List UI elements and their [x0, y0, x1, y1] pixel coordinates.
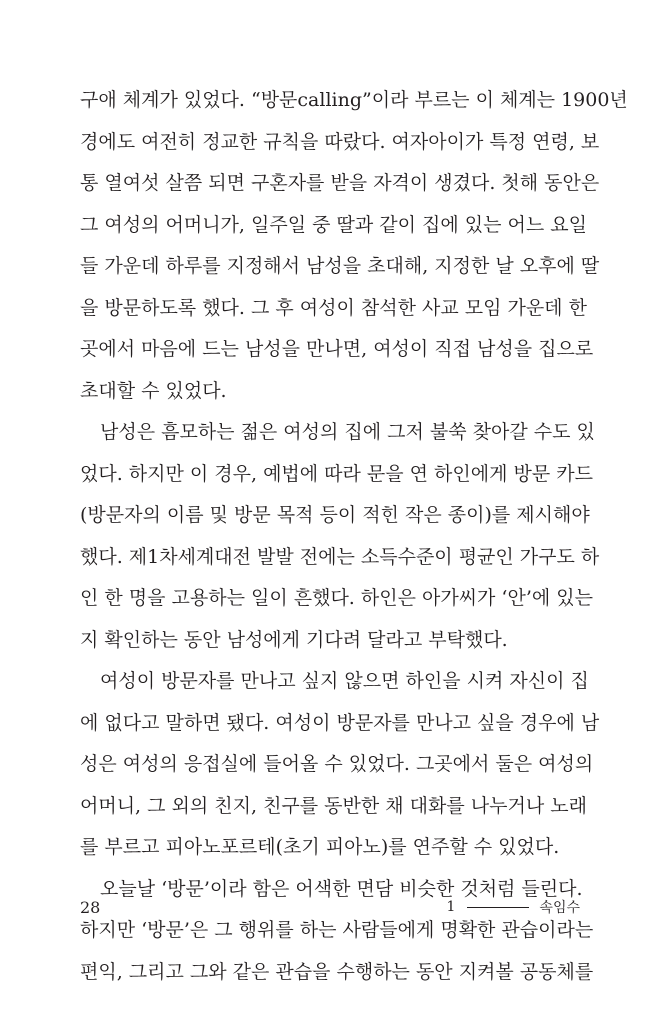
- text-line: (방문자의 이름 및 방문 목적 등이 적힌 작은 종이)를 제시해야: [80, 504, 590, 526]
- chapter-title: 속임수: [539, 900, 580, 916]
- body-text: [80, 80, 628, 993]
- text-line: 를 부르고 피아노포르테(초기 피아노)를 연주할 수 있었다.: [80, 836, 560, 858]
- page-number: 28: [80, 897, 101, 917]
- text-line: 었다. 하지만 이 경우, 예법에 따라 문을 연 하인에게 방문 카드: [80, 462, 593, 485]
- paragraph: [80, 661, 600, 869]
- text-line: 남성은 흠모하는 젊은 여성의 집에 그저 불쑥 찾아갈 수도 있: [100, 421, 595, 443]
- text-line: 인 한 명을 고용하는 일이 흔했다. 하인은 아가씨가 ‘안’에 있는: [80, 587, 593, 609]
- page-footer: [80, 895, 580, 919]
- text-line: 구애 체계가 있었다. “방문calling”이라 부르는 이 체계는 1900년: [80, 89, 628, 111]
- text-line: 그 여성의 어머니가, 일주일 중 딸과 같이 집에 있는 어느 요일: [80, 213, 587, 236]
- text-line: 에 없다고 말하면 됐다. 여성이 방문자를 만나고 싶을 경우에 남: [80, 711, 600, 734]
- text-line: 했다. 제1차세계대전 발발 전에는 소득수준이 평균인 가구도 하: [80, 545, 600, 568]
- text-line: 어머니, 그 외의 친지, 친구를 동반한 채 대화를 나누거나 노래: [80, 794, 587, 817]
- text-line: 편익, 그리고 그와 같은 관습을 수행하는 동안 지켜볼 공동체를: [80, 960, 594, 983]
- text-line: 지 확인하는 동안 남성에게 기다려 달라고 부탁했다.: [80, 628, 508, 651]
- running-header: [447, 897, 581, 917]
- paragraph: [80, 412, 600, 661]
- text-line: 초대할 수 있었다.: [80, 379, 227, 402]
- text-line: 여성이 방문자를 만나고 싶지 않으면 하인을 시켜 자신이 집: [100, 670, 589, 692]
- text-line: 경에도 여전히 정교한 규칙을 따랐다. 여자아이가 특정 연령, 보: [80, 130, 600, 153]
- text-line: 통 열여섯 살쯤 되면 구혼자를 받을 자격이 생겼다. 첫해 동안은: [80, 172, 600, 194]
- text-line: 곳에서 마음에 드는 남성을 만나면, 여성이 직접 남성을 집으로: [80, 338, 594, 360]
- text-line: 들 가운데 하루를 지정해서 남성을 초대해, 지정한 날 오후에 딸: [80, 255, 600, 277]
- divider-rule: [467, 907, 529, 908]
- paragraph: [80, 80, 628, 412]
- text-line: 하지만 ‘방문’은 그 행위를 하는 사람들에게 명확한 관습이라는: [80, 919, 594, 941]
- text-line: 성은 여성의 응접실에 들어올 수 있었다. 그곳에서 둘은 여성의: [80, 753, 594, 775]
- paragraph: [80, 869, 594, 994]
- text-line: 을 방문하도록 했다. 그 후 여성이 참석한 사교 모임 가운데 한: [80, 296, 587, 319]
- chapter-number: 1: [446, 899, 456, 915]
- text-line: 오늘날 ‘방문’이라 함은 어색한 면담 비슷한 것처럼 들린다.: [100, 877, 583, 900]
